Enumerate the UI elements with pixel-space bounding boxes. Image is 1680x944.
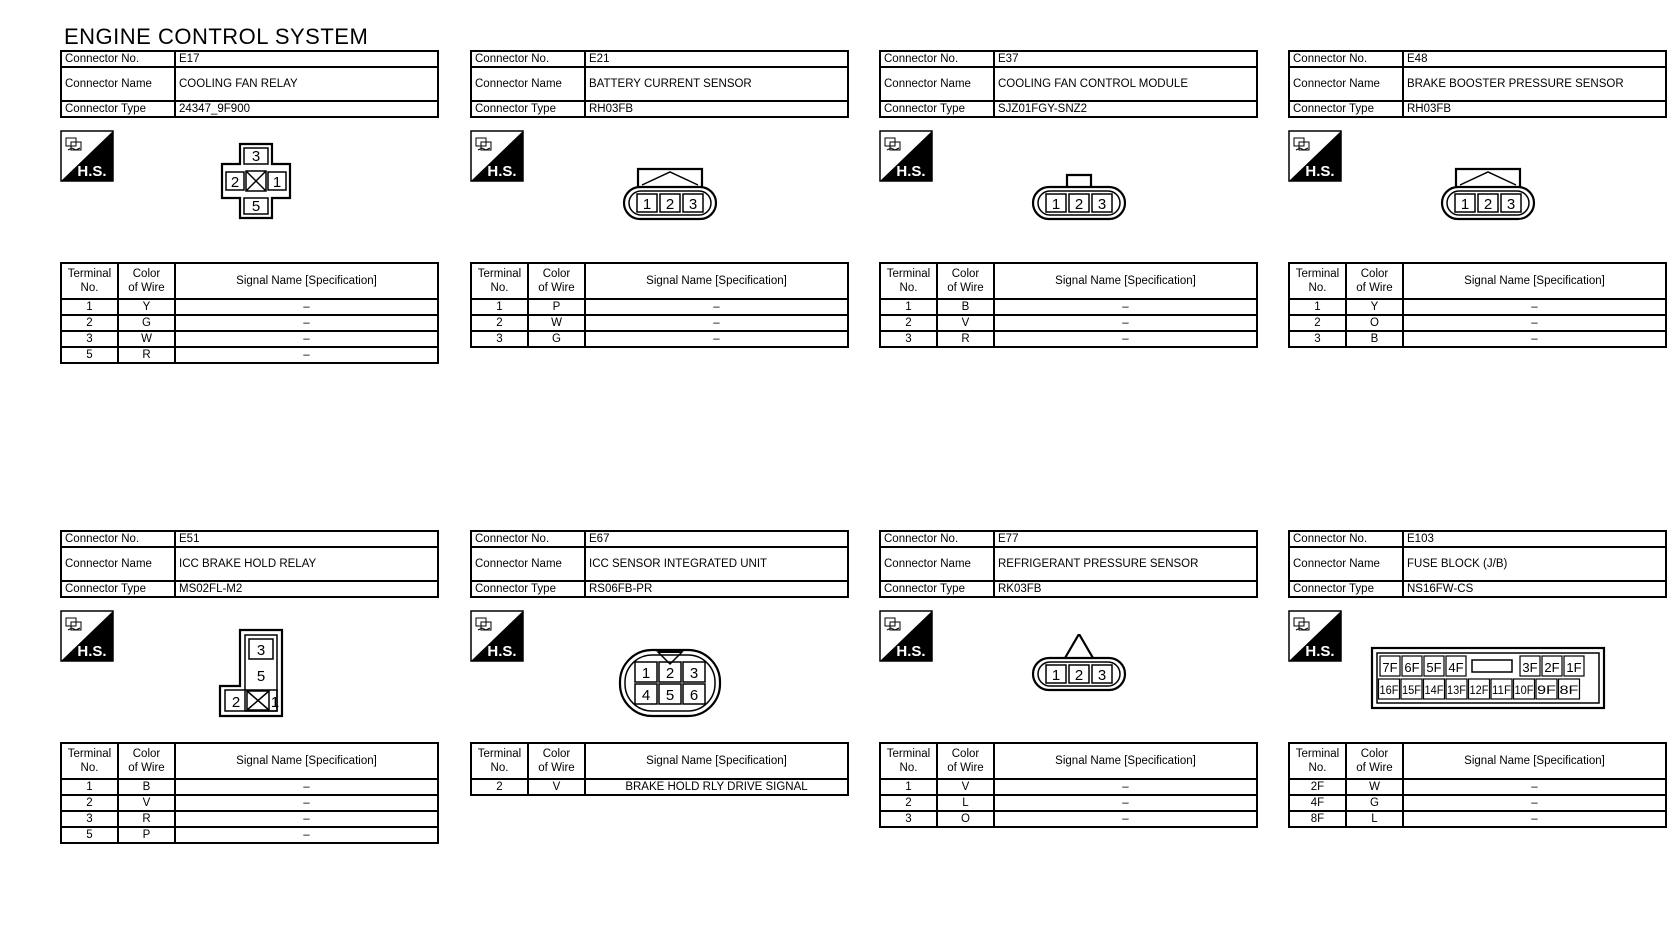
connector-no-value: E77 [994, 531, 1257, 547]
signal-name-cell: – [175, 827, 438, 843]
signal-name-cell: – [1403, 299, 1666, 315]
connector-face-diagram [1438, 163, 1538, 223]
wire-color-cell: V [118, 795, 175, 811]
terminal-pin-label: 3F [1522, 660, 1538, 675]
connector-name-value: ICC BRAKE HOLD RELAY [175, 547, 438, 581]
header-line: of Wire [947, 282, 984, 294]
harness-side-icon [1288, 610, 1342, 662]
wire-color-cell: G [1346, 795, 1403, 811]
terminal-no-cell: 3 [880, 331, 937, 347]
connector-no-value: E37 [994, 51, 1257, 67]
color-of-wire-header [1346, 263, 1403, 299]
page-title: ENGINE CONTROL SYSTEM [64, 24, 369, 49]
wire-color-cell: O [937, 811, 994, 827]
connector-block [1288, 530, 1667, 860]
connector-name-label: Connector Name [61, 67, 175, 101]
terminal-pin-label: 12F [1469, 685, 1489, 697]
table-row [1289, 315, 1666, 331]
terminal-pin-label: 5 [256, 668, 266, 685]
connector-block [879, 530, 1258, 860]
terminal-table [879, 262, 1258, 348]
hs-badge [60, 130, 114, 182]
connector-type-label: Connector Type [880, 101, 994, 117]
header-line: No. [1308, 282, 1327, 294]
table-row [471, 331, 848, 347]
terminal-no-cell: 1 [61, 779, 118, 795]
connector-block [470, 530, 849, 860]
terminal-no-header [880, 743, 937, 779]
terminal-pin-label: 1 [272, 174, 282, 191]
terminal-pin-label: 2 [665, 665, 675, 682]
terminal-pin-label: 14F [1424, 685, 1444, 697]
hs-label: H.S. [896, 163, 926, 180]
header-line: No. [490, 762, 509, 774]
wire-color-cell: R [937, 331, 994, 347]
connector-info-table [879, 50, 1258, 118]
connector-type-label: Connector Type [880, 581, 994, 597]
terminal-pin-label: 16F [1379, 685, 1399, 697]
color-of-wire-header [937, 743, 994, 779]
terminal-no-cell: 2 [61, 315, 118, 331]
terminal-no-cell: 1 [880, 299, 937, 315]
table-row [880, 795, 1257, 811]
connector-info-table [470, 50, 849, 118]
connector-face-diagram [1029, 634, 1129, 694]
header-line: Color [132, 268, 161, 280]
hs-badge [470, 610, 524, 662]
connector-name-label: Connector Name [471, 67, 585, 101]
header-line: Terminal [886, 748, 931, 760]
terminal-no-header [880, 263, 937, 299]
connector-no-value: E51 [175, 531, 438, 547]
table-row [61, 795, 438, 811]
header-line: Color [951, 268, 980, 280]
connector-type-label: Connector Type [471, 101, 585, 117]
terminal-pin-label: 5F [1426, 660, 1442, 675]
connector-block [1288, 50, 1667, 380]
terminal-table [1288, 262, 1667, 348]
connector-no-value: E48 [1403, 51, 1666, 67]
signal-name-cell: – [175, 347, 438, 363]
signal-name-cell: – [585, 315, 848, 331]
signal-name-cell: – [1403, 779, 1666, 795]
table-row [61, 827, 438, 843]
connector-info-table [1288, 50, 1667, 118]
terminal-no-cell: 1 [1289, 299, 1346, 315]
signal-name-cell: – [1403, 795, 1666, 811]
wire-color-cell: L [937, 795, 994, 811]
connector-name-label: Connector Name [1289, 67, 1403, 101]
terminal-pin-label: 1F [1566, 660, 1582, 675]
wire-color-cell: G [118, 315, 175, 331]
signal-name-cell: – [585, 331, 848, 347]
terminal-table [470, 742, 849, 796]
header-line: of Wire [947, 762, 984, 774]
wire-color-cell: Y [1346, 299, 1403, 315]
terminal-no-cell: 8F [1289, 811, 1346, 827]
table-row [61, 331, 438, 347]
connector-name-value: ICC SENSOR INTEGRATED UNIT [585, 547, 848, 581]
color-of-wire-header [118, 263, 175, 299]
harness-side-icon [60, 610, 114, 662]
terminal-pin-label: 10F [1514, 685, 1534, 697]
terminal-no-header [471, 743, 528, 779]
terminal-no-cell: 2 [880, 315, 937, 331]
connector-name-value: COOLING FAN RELAY [175, 67, 438, 101]
terminal-no-header [61, 263, 118, 299]
signal-name-cell: – [994, 811, 1257, 827]
harness-side-icon [470, 130, 524, 182]
connector-type-value: MS02FL-M2 [175, 581, 438, 597]
terminal-no-cell: 2 [471, 315, 528, 331]
header-line: Color [951, 748, 980, 760]
hs-label: H.S. [487, 163, 517, 180]
wire-color-cell: W [118, 331, 175, 347]
signal-name-cell: – [994, 795, 1257, 811]
wire-color-cell: W [1346, 779, 1403, 795]
wire-color-cell: B [118, 779, 175, 795]
signal-name-cell: – [994, 299, 1257, 315]
connector-info-table [1288, 530, 1667, 598]
terminal-no-cell: 2 [471, 779, 528, 795]
connector-type-value: RS06FB-PR [585, 581, 848, 597]
connector-name-label: Connector Name [880, 547, 994, 581]
terminal-pin-label: 3 [1097, 196, 1107, 213]
connector-name-value: BATTERY CURRENT SENSOR [585, 67, 848, 101]
hs-badge [60, 610, 114, 662]
table-row [471, 779, 848, 795]
connector-no-label: Connector No. [880, 51, 994, 67]
hs-badge [879, 610, 933, 662]
signal-name-header: Signal Name [Specification] [994, 743, 1257, 779]
header-line: of Wire [538, 282, 575, 294]
harness-side-icon [470, 610, 524, 662]
harness-side-icon [879, 130, 933, 182]
header-line: No. [80, 282, 99, 294]
table-row [61, 779, 438, 795]
connector-type-label: Connector Type [1289, 581, 1403, 597]
wire-color-cell: V [528, 779, 585, 795]
connector-no-label: Connector No. [61, 531, 175, 547]
terminal-pin-label: 3 [1506, 196, 1516, 213]
signal-name-cell: BRAKE HOLD RLY DRIVE SIGNAL [585, 779, 848, 795]
connector-name-value: FUSE BLOCK (J/B) [1403, 547, 1666, 581]
connector-type-label: Connector Type [61, 581, 175, 597]
connector-name-value: COOLING FAN CONTROL MODULE [994, 67, 1257, 101]
terminal-pin-label: 8F [1559, 685, 1579, 697]
terminal-pin-label: 2 [1483, 196, 1493, 213]
table-row [1289, 779, 1666, 795]
terminal-pin-label: 1 [1460, 196, 1470, 213]
terminal-no-header [1289, 743, 1346, 779]
wire-color-cell: B [937, 299, 994, 315]
connector-type-label: Connector Type [471, 581, 585, 597]
wire-color-cell: V [937, 779, 994, 795]
terminal-no-cell: 3 [1289, 331, 1346, 347]
connector-type-value: RH03FB [585, 101, 848, 117]
signal-name-cell: – [1403, 315, 1666, 331]
header-line: Terminal [1295, 268, 1340, 280]
terminal-no-cell: 2F [1289, 779, 1346, 795]
terminal-pin-label: 1 [270, 694, 280, 711]
header-line: Color [1360, 268, 1389, 280]
signal-name-cell: – [175, 779, 438, 795]
terminal-table [470, 262, 849, 348]
wire-color-cell: P [528, 299, 585, 315]
header-line: Terminal [886, 268, 931, 280]
table-row [880, 811, 1257, 827]
hs-badge [470, 130, 524, 182]
table-row [1289, 795, 1666, 811]
signal-name-cell: – [175, 315, 438, 331]
header-line: Terminal [67, 748, 112, 760]
connector-block [470, 50, 849, 380]
terminal-pin-label: 6 [689, 687, 699, 704]
connector-info-table [60, 530, 439, 598]
table-row [61, 811, 438, 827]
connector-name-value: BRAKE BOOSTER PRESSURE SENSOR [1403, 67, 1666, 101]
header-line: Color [132, 748, 161, 760]
header-line: of Wire [128, 762, 165, 774]
terminal-pin-label: 1 [1051, 196, 1061, 213]
hs-label: H.S. [896, 643, 926, 660]
wire-color-cell: R [118, 347, 175, 363]
terminal-pin-label: 3 [256, 642, 266, 659]
connector-block [60, 530, 439, 860]
connector-name-label: Connector Name [880, 67, 994, 101]
terminal-pin-label: 4 [641, 687, 651, 704]
signal-name-cell: – [175, 299, 438, 315]
hs-label: H.S. [77, 163, 107, 180]
terminal-pin-label: 4F [1448, 660, 1464, 675]
terminal-no-cell: 4F [1289, 795, 1346, 811]
signal-name-cell: – [1403, 331, 1666, 347]
table-row [1289, 299, 1666, 315]
wire-color-cell: G [528, 331, 585, 347]
terminal-pin-label: 3 [688, 196, 698, 213]
terminal-no-header [471, 263, 528, 299]
connector-name-label: Connector Name [471, 547, 585, 581]
terminal-pin-label: 2 [231, 694, 241, 711]
connector-name-label: Connector Name [1289, 547, 1403, 581]
connector-info-table [470, 530, 849, 598]
color-of-wire-header [118, 743, 175, 779]
hs-label: H.S. [77, 643, 107, 660]
table-row [61, 299, 438, 315]
header-line: No. [1308, 762, 1327, 774]
table-row [61, 315, 438, 331]
color-of-wire-header [528, 263, 585, 299]
color-of-wire-header [528, 743, 585, 779]
terminal-no-cell: 2 [61, 795, 118, 811]
connector-face-diagram [218, 628, 284, 718]
table-row [1289, 811, 1666, 827]
header-line: Color [1360, 748, 1389, 760]
terminal-no-cell: 3 [880, 811, 937, 827]
signal-name-header: Signal Name [Specification] [585, 743, 848, 779]
terminal-pin-label: 1 [641, 665, 651, 682]
connector-info-table [879, 530, 1258, 598]
wire-color-cell: O [1346, 315, 1403, 331]
terminal-pin-label: 3 [251, 148, 261, 165]
connector-block [60, 50, 439, 380]
header-line: Terminal [1295, 748, 1340, 760]
terminal-table [60, 262, 439, 364]
terminal-pin-label: 2 [1074, 196, 1084, 213]
header-line: Color [542, 268, 571, 280]
connector-face-diagram [1029, 163, 1129, 223]
connector-no-label: Connector No. [471, 51, 585, 67]
terminal-pin-label: 5 [665, 687, 675, 704]
header-line: Terminal [67, 268, 112, 280]
signal-name-header: Signal Name [Specification] [994, 263, 1257, 299]
table-row [880, 315, 1257, 331]
connector-face-diagram [210, 142, 302, 222]
signal-name-header: Signal Name [Specification] [175, 743, 438, 779]
terminal-pin-label: 6F [1404, 660, 1420, 675]
signal-name-cell: – [994, 331, 1257, 347]
terminal-table [1288, 742, 1667, 828]
connector-name-value: REFRIGERANT PRESSURE SENSOR [994, 547, 1257, 581]
signal-name-cell: – [175, 795, 438, 811]
connector-face-diagram [1370, 646, 1606, 710]
harness-side-icon [879, 610, 933, 662]
signal-name-cell: – [994, 315, 1257, 331]
terminal-pin-label: 3 [689, 665, 699, 682]
header-line: Terminal [477, 748, 522, 760]
terminal-no-header [61, 743, 118, 779]
harness-side-icon [1288, 130, 1342, 182]
wire-color-cell: V [937, 315, 994, 331]
table-row [880, 299, 1257, 315]
terminal-pin-label: 5 [251, 198, 261, 215]
signal-name-header: Signal Name [Specification] [175, 263, 438, 299]
terminal-no-cell: 3 [471, 331, 528, 347]
terminal-no-header [1289, 263, 1346, 299]
connector-info-table [60, 50, 439, 118]
header-line: No. [899, 282, 918, 294]
connector-type-value: SJZ01FGY-SNZ2 [994, 101, 1257, 117]
signal-name-cell: – [1403, 811, 1666, 827]
terminal-no-cell: 3 [61, 811, 118, 827]
terminal-no-cell: 1 [61, 299, 118, 315]
header-line: No. [490, 282, 509, 294]
header-line: No. [80, 762, 99, 774]
terminal-pin-label: 11F [1492, 685, 1511, 697]
connector-no-value: E103 [1403, 531, 1666, 547]
signal-name-header: Signal Name [Specification] [1403, 263, 1666, 299]
connector-type-label: Connector Type [1289, 101, 1403, 117]
wire-color-cell: P [118, 827, 175, 843]
connector-block [879, 50, 1258, 380]
header-line: of Wire [128, 282, 165, 294]
connector-type-value: RK03FB [994, 581, 1257, 597]
signal-name-cell: – [175, 811, 438, 827]
connector-type-label: Connector Type [61, 101, 175, 117]
wire-color-cell: W [528, 315, 585, 331]
connector-no-label: Connector No. [1289, 531, 1403, 547]
hs-label: H.S. [1305, 643, 1335, 660]
connector-no-value: E21 [585, 51, 848, 67]
table-row [61, 347, 438, 363]
table-row [471, 299, 848, 315]
terminal-no-cell: 5 [61, 827, 118, 843]
terminal-pin-label: 2F [1544, 660, 1560, 675]
connector-face-diagram [620, 163, 720, 223]
color-of-wire-header [937, 263, 994, 299]
terminal-no-cell: 1 [880, 779, 937, 795]
hs-label: H.S. [1305, 163, 1335, 180]
terminal-pin-label: 2 [1074, 667, 1084, 684]
table-row [1289, 331, 1666, 347]
terminal-pin-label: 1 [642, 196, 652, 213]
hs-label: H.S. [487, 643, 517, 660]
signal-name-header: Signal Name [Specification] [1403, 743, 1666, 779]
table-row [880, 779, 1257, 795]
signal-name-header: Signal Name [Specification] [585, 263, 848, 299]
harness-side-icon [60, 130, 114, 182]
signal-name-cell: – [994, 779, 1257, 795]
connector-type-value: 24347_9F900 [175, 101, 438, 117]
header-line: of Wire [1356, 282, 1393, 294]
terminal-no-cell: 3 [61, 331, 118, 347]
hs-badge [1288, 610, 1342, 662]
terminal-pin-label: 1 [1051, 667, 1061, 684]
connector-no-label: Connector No. [471, 531, 585, 547]
connector-face-diagram [618, 640, 722, 720]
terminal-pin-label: 13F [1447, 685, 1466, 697]
terminal-pin-label: 2 [665, 196, 675, 213]
terminal-pin-label: 7F [1382, 660, 1398, 675]
hs-badge [1288, 130, 1342, 182]
terminal-pin-label: 3 [1097, 667, 1107, 684]
header-line: of Wire [1356, 762, 1393, 774]
table-row [471, 315, 848, 331]
connector-no-label: Connector No. [880, 531, 994, 547]
header-line: No. [899, 762, 918, 774]
connector-type-value: NS16FW-CS [1403, 581, 1666, 597]
wire-color-cell: L [1346, 811, 1403, 827]
wire-color-cell: B [1346, 331, 1403, 347]
hs-badge [879, 130, 933, 182]
terminal-no-cell: 5 [61, 347, 118, 363]
terminal-pin-label: 9F [1537, 685, 1556, 697]
terminal-no-cell: 2 [1289, 315, 1346, 331]
connector-type-value: RH03FB [1403, 101, 1666, 117]
connector-no-value: E67 [585, 531, 848, 547]
terminal-pin-label: 15F [1402, 685, 1421, 697]
terminal-table [879, 742, 1258, 828]
wire-color-cell: Y [118, 299, 175, 315]
connector-name-label: Connector Name [61, 547, 175, 581]
header-line: Color [542, 748, 571, 760]
color-of-wire-header [1346, 743, 1403, 779]
connector-no-label: Connector No. [61, 51, 175, 67]
signal-name-cell: – [175, 331, 438, 347]
table-row [880, 331, 1257, 347]
connector-no-label: Connector No. [1289, 51, 1403, 67]
wire-color-cell: R [118, 811, 175, 827]
terminal-table [60, 742, 439, 844]
header-line: Terminal [477, 268, 522, 280]
terminal-pin-label: 2 [230, 174, 240, 191]
header-line: of Wire [538, 762, 575, 774]
terminal-no-cell: 2 [880, 795, 937, 811]
connector-no-value: E17 [175, 51, 438, 67]
signal-name-cell: – [585, 299, 848, 315]
terminal-no-cell: 1 [471, 299, 528, 315]
